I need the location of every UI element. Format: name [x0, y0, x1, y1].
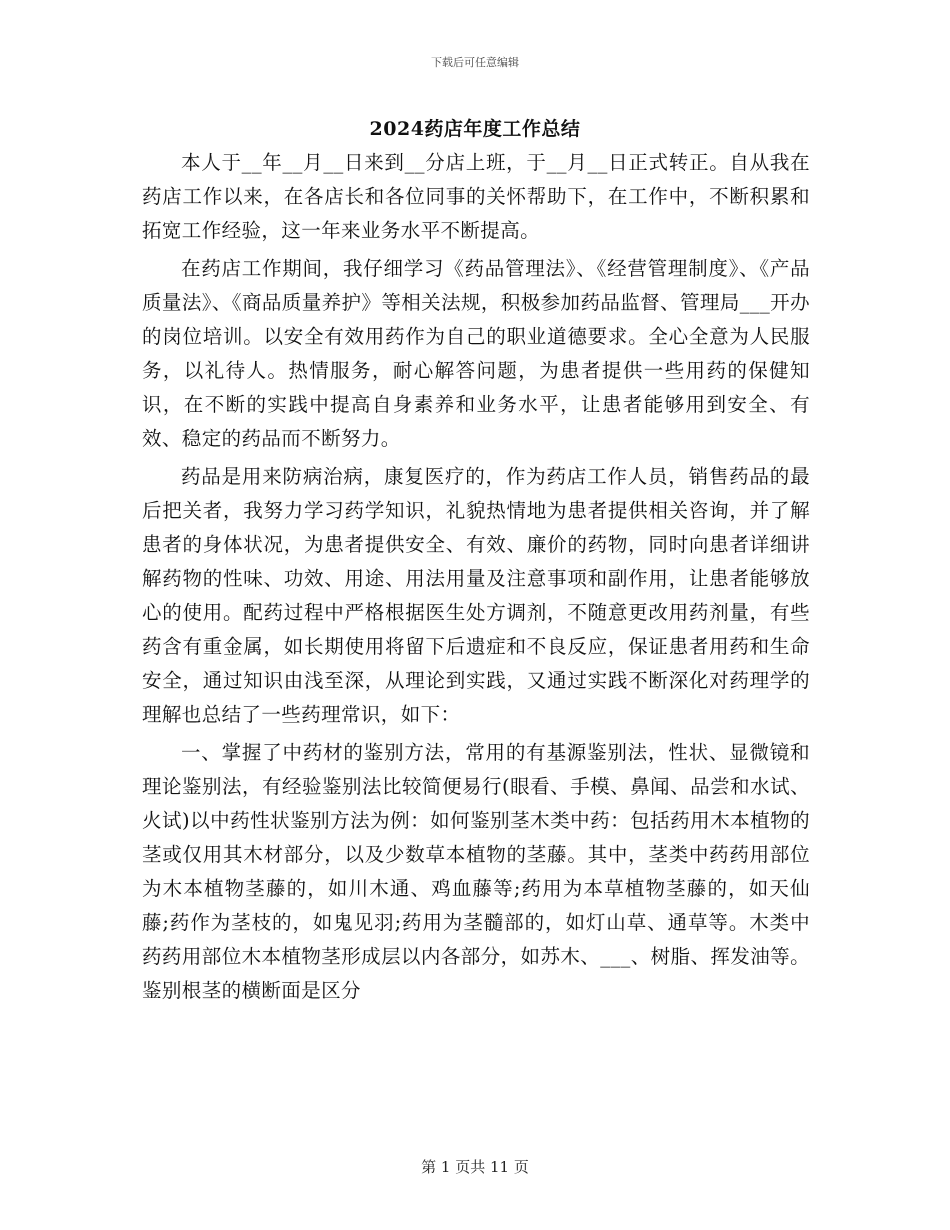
paragraph-1: 本人于__年__月__日来到__分店上班，于__月__日正式转正。自从我在药店工作以来，在各店长和各位同事的关怀帮助下，在工作中，不断积累和拓宽工作经验，这一年来业务水平不断提高。	[142, 151, 810, 242]
paragraph-3: 药品是用来防病治病，康复医疗的，作为药店工作人员，销售药品的最后把关者，我努力学习药学知识，礼貌热情地为患者提供相关咨询，并了解患者的身体状况，为患者提供安全、有效、廉价的药物，同时向患者详细讲解药物的性味、功效、用途、用法用量及注意事项和副作用，让患者能够放心的使用。配药过程中严格根据医生处方调剂，不随意更改用药剂量，有些药含有重金属，如长期使用将留下后遗症和不良反应，保证患者用药和生命安全，通过知识由浅至深，从理论到实践，又通过实践不断深化对药理学的理解也总结了一些药理常识，如下：	[142, 465, 810, 726]
header-note: 下载后可任意编辑	[431, 56, 519, 69]
document-title: 2024药店年度工作总结	[369, 118, 581, 140]
paragraph-4: 一、掌握了中药材的鉴别方法，常用的有基源鉴别法，性状、显微镜和理论鉴别法，有经验鉴别法比较简便易行(眼看、手模、鼻闻、品尝和水试、火试)以中药性状鉴别方法为例：如何鉴别茎木类中药：包括药用木本植物的茎或仅用其木材部分，以及少数草本植物的茎藤。其中，茎类中药药用部位为木本植物茎藤的，如川木通、鸡血藤等;药用为本草植物茎藤的，如天仙藤;药作为茎枝的，如鬼见羽;药用为茎髓部的，如灯山草、通草等。木类中药药用部位木本植物茎形成层以内各部分，如苏木、___、树脂、挥发油等。鉴别根茎的横断面是区分	[142, 741, 810, 1002]
page-footer: 第 1 页共 11 页	[421, 1158, 529, 1176]
paragraph-2: 在药店工作期间，我仔细学习《药品管理法》、《经营管理制度》、《产品质量法》、《商品质量养护》等相关法规，积极参加药品监督、管理局___开办的岗位培训。以安全有效用药作为自己的职业道德要求。全心全意为人民服务，以礼待人。热情服务，耐心解答问题，为患者提供一些用药的保健知识，在不断的实践中提高自身素养和业务水平，让患者能够用到安全、有效、稳定的药品而不断努力。	[142, 257, 810, 450]
document-body	[142, 146, 810, 1012]
